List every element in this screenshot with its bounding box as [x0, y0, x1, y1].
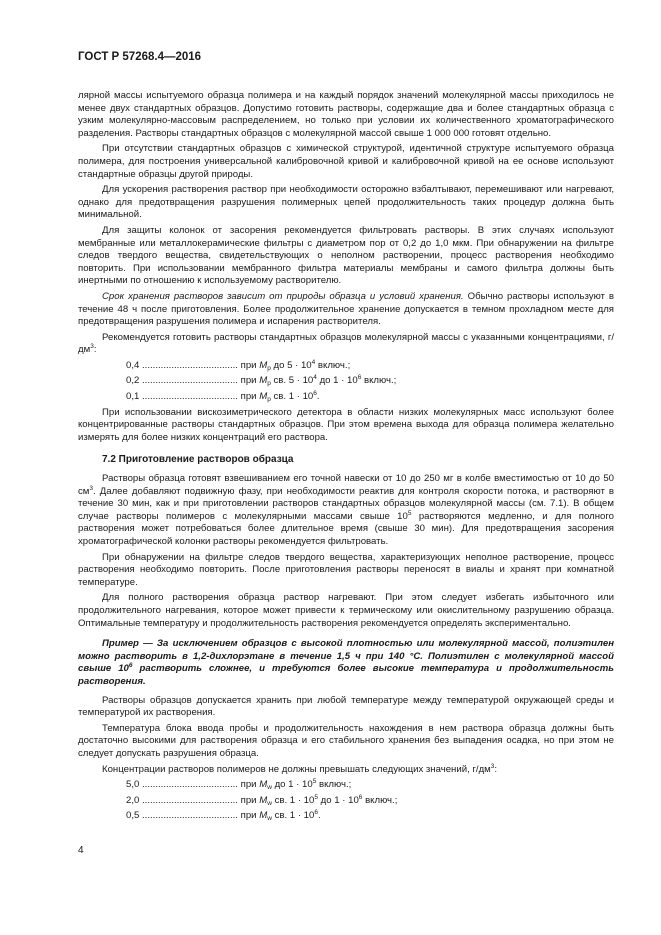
paragraph: лярной массы испытуемого образца полимера и на каждый порядок значений молекулярной массы приходилось не менее двух стандартных образцов. Допустимо готовить растворы, содержащие два и более стандартных образца с узким молекулярно-массовым распределением, но только при условии их количественного хроматографического разделения. Растворы стандартных образцов с молекулярной массой свыше 1 000 000 готовят отдельно.	[78, 90, 614, 139]
concentration-line: 5,0 .................................... при $M_w$ до $1 \cdot 10^5$ включ.;	[126, 778, 352, 792]
page-number: 4	[78, 845, 84, 856]
concentration-line: 0,1 .................................... при $M_p$ св. $1 \cdot 10^6$.	[126, 390, 320, 404]
paragraph: Рекомендуется готовить растворы стандартных образцов молекулярной массы с указанными концентрациями, $г/дм^3$:	[78, 331, 614, 356]
paragraph: При использовании вискозиметрического детектора в области низких молекулярных масс используют более концентрированные растворы стандартных образцов. При этом времена выхода для образца полимера желательно измерять для более низких концентраций его раствора.	[78, 406, 614, 443]
section-heading: 7.2 Приготовление растворов образца	[102, 454, 294, 466]
paragraph: При отсутствии стандартных образцов с химической структурой, идентичной структуре испытуемого образца полимера, для построения универсальной калибровочной кривой и калибровочной кривой на ее основе используют стандартные образцы другой природы.	[78, 143, 614, 180]
paragraph: Растворы образцов допускается хранить при любой температуре между температурой окружающей среды и температурой их растворения.	[78, 694, 614, 719]
concentration-line: 2,0 .................................... при $M_w$ св. $1 \cdot 10^5$ до $1 \cdot 10^6$ включ.;	[126, 793, 398, 807]
document-body	[78, 90, 614, 826]
text: Обычно растворы используют в течение 48 ч после приготовления. Более продолжительное хранение допускается в темном прохладном месте для предотвращения разрушения полимера и испарения растворителя.	[78, 290, 614, 328]
paragraph: Для защиты колонок от засорения рекомендуется фильтровать растворы. В этих случаях используют мембранные или металлокерамические фильтры с диаметром пор от 0,2 до 1,0 мкм. При обнаружении на фильтре следов твердого вещества, свидетельствующих о неполном растворении, процесс растворения необходимо повторить. При использовании мембранного фильтра материалы мембраны и самого фильтра должны быть инертными по отношению к используемому растворителю.	[78, 224, 614, 287]
paragraph: Для ускорения растворения раствор при необходимости осторожно взбалтывают, перемешивают или нагревают, однако для предотвращения разрушения полимерных цепей продолжительность таких процедур должна быть минимальной.	[78, 184, 614, 221]
concentration-line: 0,2 .................................... при $M_p$ св. $5 \cdot 10^4$ до $1 \cdot 10^6$ включ.;	[126, 374, 397, 388]
concentration-line: 0,4 .................................... при $M_p$ до $5 \cdot 10^4$ включ.;	[126, 358, 351, 372]
italic-text: Срок хранения растворов зависит от природы образца и условий хранения.	[102, 290, 464, 302]
paragraph: Концентрации растворов полимеров не должны превышать следующих значений, $г/дм^3$:	[102, 762, 498, 775]
example-note: Пример — За исключением образцов с высокой плотностью или молекулярной массой, полиэтилен можно растворить в 1,2-дихлорэтане в течение 1,5 ч при 140 °С. Полиэтилен с молекулярной массой свыше $10^6$ растворить сложнее, и требуются более высокие температура и продолжительность растворения.	[78, 638, 614, 687]
paragraph: Для полного растворения образца раствор нагревают. При этом следует избегать избыточного или продолжительного нагревания, которое может привести к термическому или окислительному разрушению образца. Оптимальные температуру и продолжительность растворения рекомендуется определять экспериментально.	[78, 592, 614, 629]
paragraph: Растворы образца готовят взвешиванием его точной навески от 10 до 250 мг в колбе вместимостью от 10 до 50 $см^3$. Далее добавляют подвижную фазу, при необходимости реактив для контроля скорости потока, и растворяют в течение 30 мин, как и при приготовлении растворов стандартных образцов молекулярной массы (см. 7.1). В общем случае растворы полимеров с молекулярными массами свыше $10^5$ растворяются медленно, и для полного растворения может потребоваться более длительное время (свыше 30 мин). Для предотвращения засорения хроматографической колонки растворы рекомендуется фильтровать.	[78, 473, 614, 547]
paragraph: Температура блока ввода пробы и продолжительность нахождения в нем раствора образца должны быть достаточно высокими для растворения образца и его стабильного хранения без выпадения осадка, но при этом не следует допускать разрушения образца.	[78, 722, 614, 759]
paragraph: При обнаружении на фильтре следов твердого вещества, характеризующих неполное растворение, процесс растворения необходимо повторить. После приготовления растворы переносят в виалы и хранят при комнатной температуре.	[78, 551, 614, 588]
paragraph	[78, 291, 614, 329]
document-header: ГОСТ Р 57268.4—2016	[78, 51, 202, 63]
concentration-line: 0,5 .................................... при $M_w$ св. $1 \cdot 10^6$.	[126, 809, 321, 823]
